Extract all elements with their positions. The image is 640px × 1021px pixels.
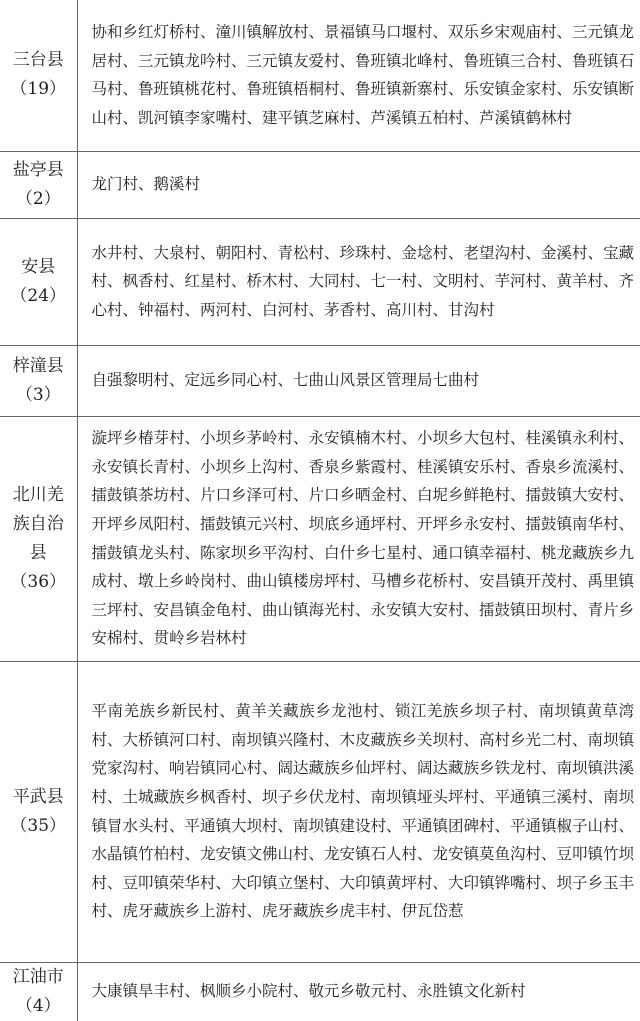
county-name: 三台县 bbox=[12, 50, 64, 71]
county-name: 安县 bbox=[21, 256, 56, 277]
table-row bbox=[0, 218, 640, 345]
village-list: 水井村、大泉村、朝阳村、青松村、珍珠村、金埝村、老望沟村、金溪村、宝藏村、枫香村、红星村、桥木村、大同村、七一村、文明村、芋河村、黄羊村、齐心村、钟福村、两河村、白河村、茅香村、高川村、甘沟村 bbox=[91, 243, 635, 319]
village-count: （19） bbox=[10, 79, 67, 100]
table-row bbox=[0, 345, 640, 416]
county-name: 北川羌族自治县 bbox=[12, 484, 64, 563]
table-row bbox=[0, 962, 640, 1021]
village-count: （36） bbox=[10, 571, 67, 592]
county-cell bbox=[0, 962, 77, 1021]
county-name: 江油市 bbox=[12, 966, 64, 987]
village-count: （35） bbox=[10, 815, 67, 836]
village-list: 大康镇旱丰村、枫顺乡小院村、敬元乡敬元村、永胜镇文化新村 bbox=[91, 982, 526, 1001]
village-list: 自强黎明村、定远乡同心村、七曲山风景区管理局七曲村 bbox=[91, 371, 480, 390]
county-cell bbox=[0, 151, 77, 218]
table-row bbox=[0, 661, 640, 962]
village-list: 漩坪乡椿芽村、小坝乡茅岭村、永安镇楠木村、小坝乡大包村、桂溪镇永利村、永安镇长青村、小坝乡上沟村、香泉乡紫霞村、桂溪镇安乐村、香泉乡流溪村、擂鼓镇茶坊村、片口乡泽可村、片口乡晒金村、白坭乡鲜艳村、擂鼓镇大安村、开坪乡凤阳村、擂鼓镇元兴村、坝底乡通坪村、开坪乡永安村、擂鼓镇南华村、擂鼓镇龙头村、陈家坝乡平沟村、白什乡七星村、通口镇幸福村、桃龙藏族乡九成村、墩上乡岭岗村、曲山镇楼房坪村、马槽乡花桥村、安昌镇开茂村、禹里镇三坪村、安昌镇金龟村、曲山镇海光村、永安镇大安村、擂鼓镇田坝村、青片乡安棉村、贯岭乡岩林村 bbox=[91, 429, 635, 648]
village-count: （4） bbox=[15, 995, 61, 1016]
county-cell bbox=[0, 218, 77, 345]
village-list: 龙门村、鹅溪村 bbox=[91, 175, 201, 194]
table-row bbox=[0, 416, 640, 661]
county-name: 梓潼县 bbox=[12, 355, 64, 376]
county-name: 平武县 bbox=[12, 786, 64, 807]
village-count: （2） bbox=[15, 188, 61, 209]
county-cell bbox=[0, 345, 77, 416]
village-list: 协和乡红灯桥村、潼川镇解放村、景福镇马口堰村、双乐乡宋观庙村、三元镇龙居村、三元镇龙吟村、三元镇友爱村、鲁班镇北峰村、鲁班镇三合村、鲁班镇石马村、鲁班镇桃花村、鲁班镇梧桐村、鲁班镇新寨村、乐安镇金家村、乐安镇断山村、凯河镇李家嘴村、建平镇芝麻村、芦溪镇五柏村、芦溪镇鹤林村 bbox=[91, 23, 635, 127]
county-cell bbox=[0, 661, 77, 962]
county-cell bbox=[0, 416, 77, 661]
county-name: 盐亭县 bbox=[12, 159, 64, 180]
county-cell bbox=[0, 0, 77, 151]
table-row bbox=[0, 151, 640, 218]
village-count: （24） bbox=[10, 285, 67, 306]
village-count: （3） bbox=[15, 384, 61, 405]
village-list: 平南羌族乡新民村、黄羊关藏族乡龙池村、锁江羌族乡坝子村、南坝镇黄草湾村、大桥镇河口村、南坝镇兴隆村、木皮藏族乡关坝村、高村乡光二村、南坝镇党家沟村、响岩镇同心村、阔达藏族乡仙坪村、阔达藏族乡铁龙村、南坝镇洪溪村、土城藏族乡枫香村、坝子乡伏龙村、南坝镇垭头坪村、平通镇三溪村、南坝镇冒水头村、平通镇大坝村、南坝镇建设村、平通镇团碑村、平通镇椒子山村、水晶镇竹柏村、龙安镇文佛山村、龙安镇石人村、龙安镇莫鱼沟村、豆叩镇竹坝村、豆叩镇荣华村、大印镇立堡村、大印镇黄坪村、大印镇铧嘴村、坝子乡玉丰村、虎牙藏族乡上游村、虎牙藏族乡虎丰村、伊瓦岱惹 bbox=[91, 702, 635, 921]
table-row bbox=[0, 0, 640, 151]
